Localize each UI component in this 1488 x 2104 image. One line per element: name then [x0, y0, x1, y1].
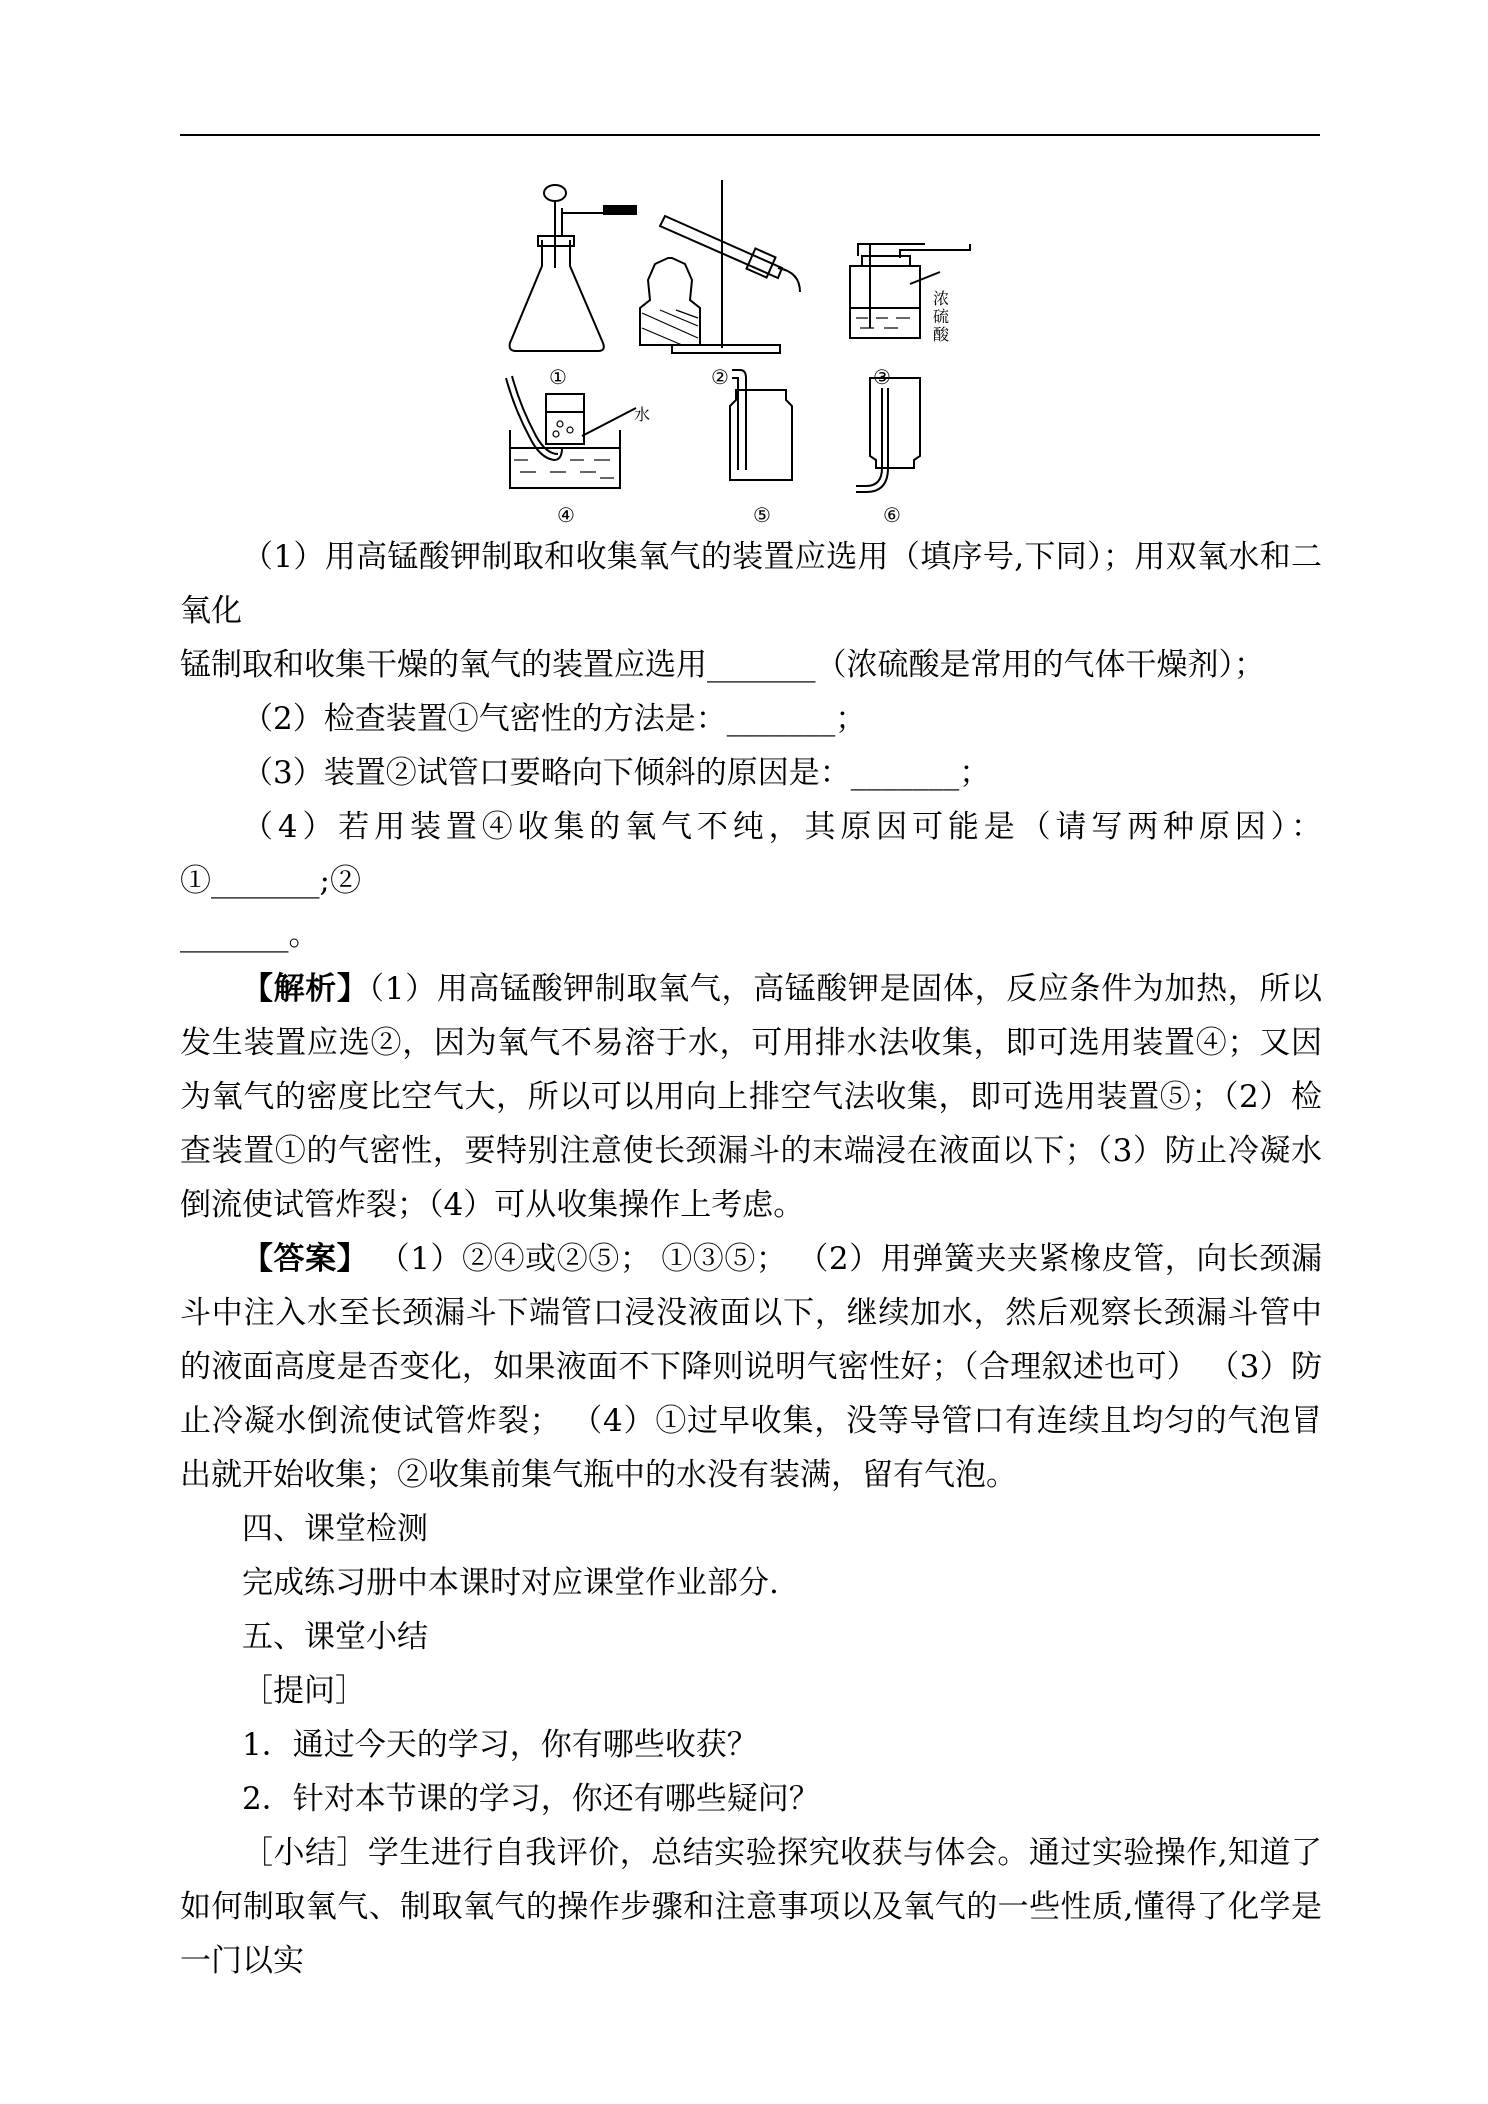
apparatus-figure	[500, 168, 1040, 540]
document-body	[180, 530, 1322, 1988]
reagent-label: 浓硫酸	[930, 290, 950, 344]
apparatus-3-wash-bottle	[850, 244, 970, 338]
question-2: （2）检查装置①气密性的方法是：_______；	[242, 701, 867, 737]
question-3: （3）装置②试管口要略向下倾斜的原因是：_______；	[242, 755, 991, 791]
label-4: ④	[557, 503, 575, 527]
apparatus-diagram	[500, 168, 1040, 540]
analysis-tag: 【解析】	[242, 971, 369, 1007]
question-4-line-2: _______。	[180, 917, 320, 953]
ask-question-2: 2．针对本节课的学习，你还有哪些疑问？	[242, 1781, 820, 1817]
water-label: 水	[633, 405, 651, 424]
ask-label: ［提问］	[242, 1673, 366, 1709]
question-1-line-1: （1）用高锰酸钾制取和收集氧气的装置应选用（填序号,下同）；用双氧水和二氧化	[180, 539, 1322, 629]
label-1: ①	[549, 365, 567, 389]
answer-paragraph	[180, 1232, 1322, 1502]
label-6: ⑥	[883, 503, 901, 527]
label-3: ③	[873, 365, 891, 389]
apparatus-6-jar	[856, 378, 920, 492]
summary-paragraph: ［小结］学生进行自我评价，总结实验探究收获与体会。通过实验操作,知道了如何制取氧气、制取氧气的操作步骤和注意事项以及氧气的一些性质,懂得了化学是一门以实	[180, 1835, 1322, 1979]
question-1-line-2: 锰制取和收集干燥的氧气的装置应选用_______（浓硫酸是常用的气体干燥剂）；	[180, 647, 1265, 683]
answer-text: （1）②④或②⑤； ①③⑤； （2）用弹簧夹夹紧橡皮管，向长颈漏斗中注入水至长颈漏斗下端管口浸没液面以下，继续加水，然后观察长颈漏斗管中的液面高度是否变化，如果液面不下降则说明气密性好；（合理叙述也可） （3）防止冷凝水倒流使试管炸裂； （4）①过早收集，没等导管口有连续且均匀的气泡冒出就开始收集；②收集前集气瓶中的水没有装满，留有气泡。	[180, 1241, 1322, 1493]
label-2: ②	[711, 365, 729, 389]
question-4-line-1: （4）若用装置④收集的氧气不纯，其原因可能是（请写两种原因）：①_______;②	[180, 809, 1322, 899]
label-5: ⑤	[753, 503, 771, 527]
apparatus-2-heating	[640, 180, 800, 353]
analysis-text: （1）用高锰酸钾制取氧气，高锰酸钾是固体，反应条件为加热，所以发生装置应选②，因为氧气不易溶于水，可用排水法收集，即可选用装置④；又因为氧气的密度比空气大，所以可以用向上排空气法收集，即可选用装置⑤；（2）检查装置①的气密性，要特别注意使长颈漏斗的末端浸在液面以下；（3）防止冷凝水倒流使试管炸裂；（4）可从收集操作上考虑。	[180, 971, 1322, 1223]
apparatus-4-water-trough	[506, 376, 636, 488]
section-4-heading: 四、课堂检测	[242, 1511, 428, 1547]
apparatus-1-flask	[510, 185, 636, 351]
header-rule	[180, 134, 1320, 136]
answer-tag: 【答案】	[242, 1241, 369, 1277]
analysis-paragraph	[180, 962, 1322, 1232]
section-5-heading: 五、课堂小结	[242, 1619, 428, 1655]
ask-question-1: 1．通过今天的学习，你有哪些收获？	[242, 1727, 758, 1763]
section-4-text: 完成练习册中本课时对应课堂作业部分.	[242, 1565, 779, 1601]
apparatus-5-jar	[730, 370, 792, 480]
